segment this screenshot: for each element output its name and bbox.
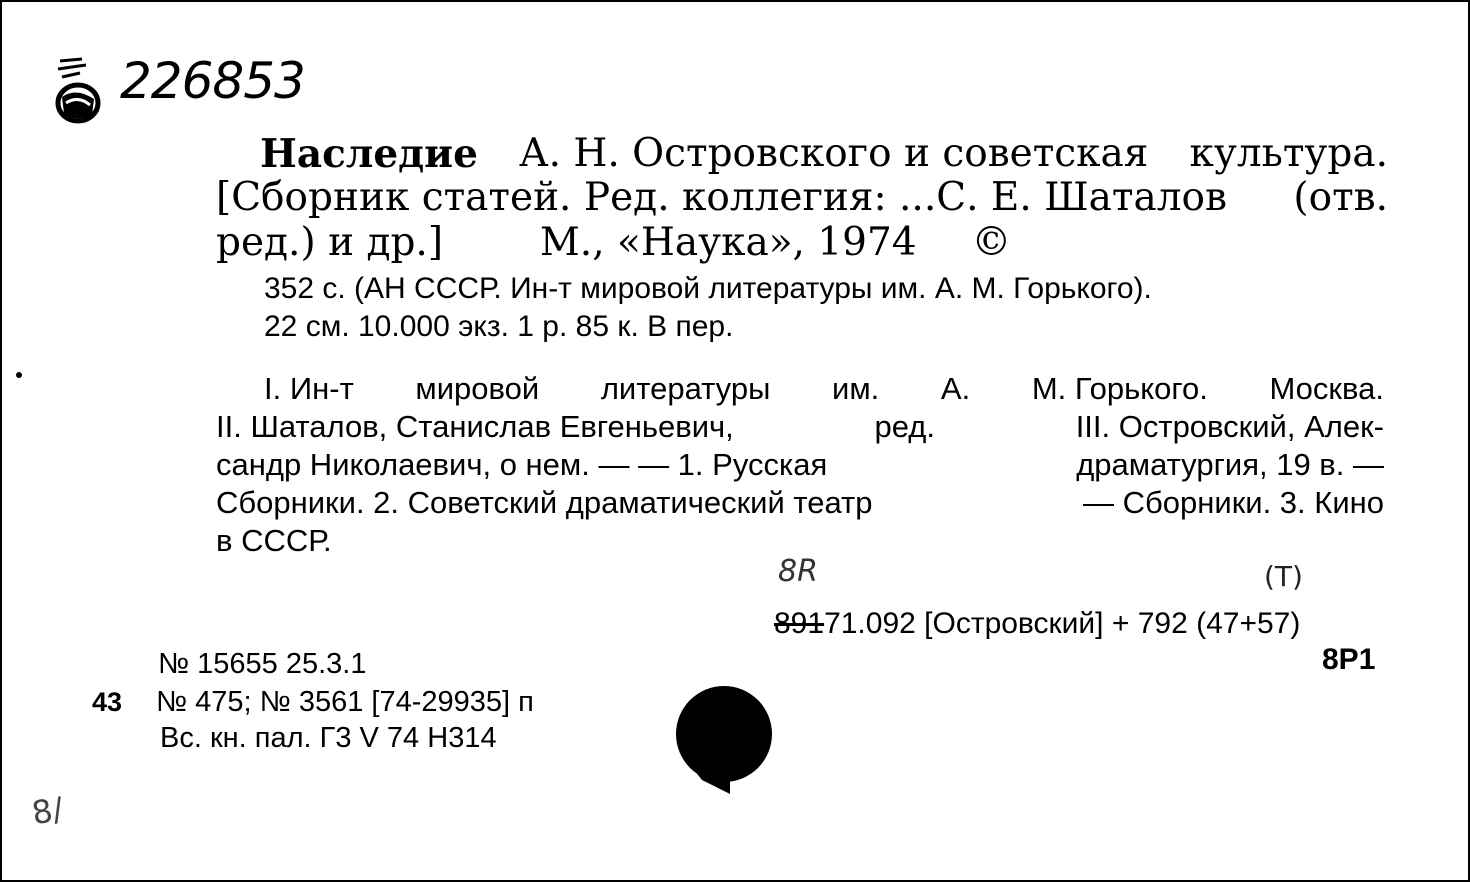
title-line-3	[216, 220, 1011, 265]
title-text: [Сборник статей. Ред. коллегия: ...С. Е. Шаталов	[216, 175, 1227, 220]
classification-line	[774, 606, 1300, 642]
title-heading: Наследие	[260, 131, 478, 177]
title-text: ред.) и др.]	[216, 220, 444, 265]
title-line-1	[260, 132, 1388, 176]
copyright-icon: ©	[971, 219, 1012, 265]
tracing-text: драматургия, 19 в. —	[1076, 447, 1384, 482]
imprint-text: М., «Наука», 1974	[539, 220, 917, 265]
tracing-text: А.	[940, 371, 971, 406]
tracing-text: Москва.	[1269, 371, 1384, 406]
tracing-text: — Сборники. 3. Кино	[1083, 485, 1384, 520]
collation-line-1: 352 с. (АН СССР. Ин-т мировой литературы им. А. М. Горького).	[264, 272, 1152, 305]
record-prefix: 43	[92, 687, 123, 717]
title-text: культура.	[1189, 131, 1388, 176]
title-line-2	[216, 176, 1388, 220]
tracing-text: Сборники. 2. Советский драматический театр	[216, 485, 873, 520]
tracing-text: I. Ин-т	[264, 371, 354, 406]
collation-line-2: 22 см. 10.000 экз. 1 р. 85 к. В пер.	[264, 310, 734, 343]
tracing-line-4	[216, 484, 1384, 522]
tracing-text: М. Горького.	[1031, 371, 1208, 406]
cutter-number: 8Р1	[1322, 643, 1376, 676]
tracing-text: мировой	[415, 371, 540, 406]
tracing-text: сандр Николаевич, о нем. — — 1. Русская	[216, 447, 828, 482]
speck	[16, 372, 22, 378]
handwritten-mark: (T)	[1264, 560, 1303, 593]
punch-hole-icon	[674, 682, 778, 800]
margin-note: 8/	[28, 789, 67, 833]
library-stamp-icon	[52, 57, 108, 127]
tracing-text: литературы	[600, 371, 771, 406]
record-line-2: № 475; № 3561 [74-29935] п	[156, 686, 534, 718]
class-number: 71.092 [Островский] + 792 (47+57)	[824, 607, 1301, 640]
tracing-text: II. Шаталов, Станислав Евгеньевич,	[216, 409, 734, 444]
tracing-text: III. Островский, Алек-	[1075, 409, 1384, 444]
tracing-line-5: в СССР.	[216, 523, 332, 558]
record-line-1: № 15655 25.3.1	[158, 648, 367, 680]
tracing-line-1	[264, 370, 1384, 408]
tracing-line-2	[216, 408, 1384, 446]
tracing-text: им.	[832, 371, 880, 406]
struck-class-number: 891	[774, 607, 825, 640]
inventory-number: 226853	[120, 52, 305, 110]
tracing-text: ред.	[874, 409, 935, 444]
title-text: (отв.	[1293, 175, 1388, 220]
tracing-line-3	[216, 446, 1384, 484]
record-line-3: Вс. кн. пал. Г3 V 74 Н314	[160, 722, 497, 754]
handwritten-mark: 8R	[778, 554, 818, 589]
title-text: А. Н. Островского и советская	[519, 131, 1149, 176]
